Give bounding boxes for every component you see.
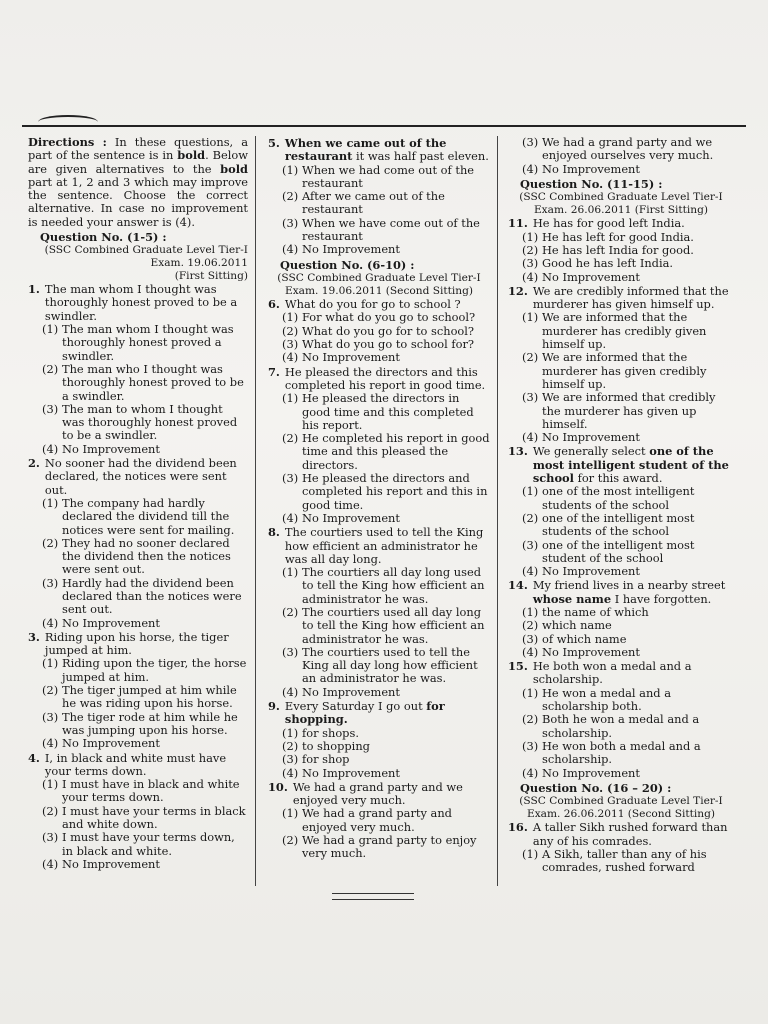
question-8 — [268, 526, 490, 566]
option-number: (2) — [282, 738, 299, 753]
directions-text: . Below are given alternatives to the — [28, 148, 249, 176]
option-number: (3) — [522, 631, 539, 646]
option-text: No Improvement — [542, 564, 640, 579]
section-heading: Question No. (6-10) : — [280, 257, 415, 272]
option-number: (4) — [42, 441, 59, 456]
option-text: one of the intelligent most students of the school — [542, 510, 695, 539]
option-text: We are informed that the murderer has given credibly himself up. — [542, 350, 707, 391]
option-number: (1) — [282, 725, 299, 740]
option-number: (1) — [522, 229, 539, 244]
question-number: 14. — [508, 578, 528, 593]
question-text — [533, 579, 734, 606]
option-number: (2) — [282, 431, 299, 446]
option-text: The man to whom I thought was thoroughly honest proved to be a swindler. — [62, 401, 238, 443]
question-10 — [268, 781, 490, 808]
option-number: (3) — [282, 644, 299, 659]
question-text: The man whom I thought was thoroughly honest proved to be a swindler. — [44, 282, 238, 323]
option-number: (1) — [522, 604, 539, 619]
question-11 — [508, 217, 734, 230]
question-1 — [28, 283, 248, 323]
question-14 — [508, 579, 734, 606]
option-number: (2) — [522, 350, 539, 365]
option-text: No Improvement — [302, 510, 400, 525]
option-number: (4) — [522, 430, 539, 445]
option — [42, 323, 248, 363]
option — [282, 472, 490, 512]
option — [282, 338, 490, 351]
bold-part: one of the most intelligent student of the school — [532, 444, 729, 486]
option-text: Both he won a medal and a scholarship. — [542, 712, 700, 740]
question-5 — [268, 137, 490, 164]
option — [522, 848, 734, 875]
option — [282, 392, 490, 432]
option — [42, 778, 248, 805]
option-text: We are informed that credibly the murderer has given up himself. — [542, 390, 716, 431]
question-6 — [268, 298, 490, 311]
option — [282, 351, 490, 364]
option — [522, 231, 734, 244]
option-number: (1) — [282, 391, 299, 406]
option-number: (4) — [282, 684, 299, 699]
option-number: (4) — [282, 242, 299, 257]
option-number: (2) — [282, 604, 299, 619]
option-number: (4) — [522, 564, 539, 579]
option — [42, 577, 248, 617]
option-text: The tiger rode at him while he was jumping upon his horse. — [62, 709, 238, 737]
option-number: (2) — [522, 510, 539, 525]
option-number: (1) — [522, 484, 539, 499]
option-text: The courtiers all day long used to tell the King how efficient an administrator he was. — [302, 565, 485, 606]
option — [42, 443, 248, 456]
option-text: I must have your terms in black and white down. — [62, 803, 246, 832]
option-text: When we had come out of the restaurant — [302, 162, 475, 190]
option — [282, 325, 490, 338]
option-text: We had a grand party and we enjoyed ourselves very much. — [542, 135, 714, 163]
option-number: (3) — [42, 830, 59, 845]
section-heading: Question No. (16 – 20) : — [520, 780, 672, 795]
option-number: (2) — [522, 242, 539, 257]
option — [522, 646, 734, 659]
option — [42, 617, 248, 630]
option-text: one of the intelligent most student of the school — [542, 537, 695, 565]
question-number: 8. — [268, 525, 280, 540]
option-text: When we have come out of the restaurant — [302, 215, 480, 244]
directions-text: In these questions, a part of the sentence is in — [28, 135, 248, 163]
question-number: 9. — [268, 699, 280, 714]
option — [42, 363, 248, 403]
option-number: (1) — [42, 656, 59, 671]
option-text: No Improvement — [542, 430, 640, 445]
option — [522, 512, 734, 539]
option — [522, 565, 734, 578]
option-text: No Improvement — [302, 350, 400, 365]
option-number: (1) — [522, 310, 539, 325]
option-text: What do you go for to school? — [302, 323, 475, 338]
option-number: (2) — [522, 618, 539, 633]
question-15 — [508, 660, 734, 687]
option-number: (2) — [282, 323, 299, 338]
option-number: (3) — [522, 135, 539, 149]
option — [522, 311, 734, 351]
question-4 — [28, 752, 248, 779]
option-number: (4) — [522, 161, 539, 176]
option-number: (4) — [282, 350, 299, 365]
question-text: He has for good left India. — [532, 216, 685, 231]
option-number: (3) — [522, 738, 539, 753]
option — [42, 737, 248, 750]
question-text — [285, 700, 490, 727]
option-text: for shop — [302, 752, 350, 767]
option — [522, 163, 734, 176]
option — [282, 740, 490, 753]
option-number: (1) — [282, 806, 299, 821]
question-10-continued — [522, 136, 734, 176]
option-text: We are informed that the murderer has credibly given himself up. — [542, 310, 707, 352]
question-number: 1. — [28, 282, 40, 297]
top-rule — [22, 125, 746, 127]
question-3 — [28, 631, 248, 658]
question-number: 2. — [28, 456, 40, 471]
option — [282, 566, 490, 606]
option-number: (2) — [522, 712, 539, 727]
option — [282, 190, 490, 217]
option — [282, 753, 490, 766]
option-text: No Improvement — [302, 765, 400, 780]
option-number: (1) — [282, 162, 299, 177]
question-text: He both won a medal and a scholarship. — [532, 659, 692, 687]
option-number: (4) — [42, 615, 59, 630]
option — [42, 711, 248, 738]
option — [522, 539, 734, 566]
option — [522, 136, 734, 163]
option — [522, 431, 734, 444]
option-text: He pleased the directors in good time and this completed his report. — [302, 391, 474, 432]
option-text: the name of which — [542, 604, 649, 619]
question-number: 6. — [268, 297, 280, 312]
option-number: (4) — [42, 856, 59, 871]
option-text: A Sikh, taller than any of his comrades, rushed forward — [542, 846, 707, 875]
option — [522, 767, 734, 780]
option — [42, 537, 248, 577]
option-number: (3) — [42, 401, 59, 416]
option-text: He has left for good India. — [542, 229, 694, 244]
option-text: No Improvement — [302, 684, 400, 699]
exam-source: (SSC Combined Graduate Level Tier-I Exam. 19.06.2011 — [44, 244, 248, 269]
bold-part: When we came out of the restaurant — [284, 136, 447, 164]
option — [282, 807, 490, 834]
option — [282, 164, 490, 191]
option-text: No Improvement — [542, 765, 640, 780]
option — [282, 606, 490, 646]
option-number: (3) — [282, 215, 299, 230]
question-number: 13. — [508, 444, 528, 459]
option-number: (3) — [522, 256, 539, 271]
question-text-start: My friend lives in a nearby street — [532, 578, 726, 593]
question-number: 15. — [508, 659, 528, 674]
option-text: After we came out of the restaurant — [302, 189, 445, 217]
question-text — [533, 445, 734, 485]
option — [522, 687, 734, 714]
option-text: No Improvement — [302, 242, 400, 257]
option-text: No Improvement — [62, 615, 160, 630]
option-number: (3) — [282, 752, 299, 767]
question-number: 10. — [268, 779, 288, 794]
option-text: He won a medal and a scholarship both. — [542, 685, 671, 714]
question-text: No sooner had the dividend been declared, the notices were sent out. — [44, 456, 237, 497]
option — [282, 767, 490, 780]
page-footer-mark — [332, 893, 414, 900]
directions-text: part at 1, 2 and 3 which may improve the sentence. Choose the correct alternative. In case no improvement is needed your answer is (4). — [28, 174, 248, 229]
option — [42, 684, 248, 711]
option — [282, 512, 490, 525]
question-number: 7. — [268, 364, 280, 379]
option — [522, 633, 734, 646]
question-text-start: We generally select — [532, 444, 650, 459]
bold-part: whose name — [532, 591, 612, 606]
option — [42, 805, 248, 832]
option — [522, 257, 734, 270]
option-number: (2) — [42, 803, 59, 818]
question-13 — [508, 445, 734, 485]
question-text-rest: it was half past eleven. — [352, 149, 489, 164]
section-heading: Question No. (11-15) : — [520, 176, 663, 191]
option — [522, 271, 734, 284]
option-text: We had a grand party to enjoy very much. — [302, 833, 477, 861]
option-number: (3) — [522, 537, 539, 552]
exam-source: (SSC Combined Graduate Level Tier-I Exam. 19.06.2011 (Second Sitting) — [277, 271, 481, 297]
option — [522, 391, 734, 431]
option-text: No Improvement — [62, 856, 160, 871]
option-number: (1) — [282, 565, 299, 580]
question-7 — [268, 366, 490, 393]
option-number: (4) — [522, 765, 539, 780]
option — [282, 686, 490, 699]
column-2 — [268, 136, 490, 861]
option-text: They had no sooner declared the dividend then the notices were sent out. — [62, 535, 231, 577]
question-number: 3. — [28, 629, 40, 644]
option-text: He completed his report in good time and this pleased the directors. — [302, 431, 490, 472]
option-text: Good he has left India. — [542, 256, 673, 271]
option — [282, 217, 490, 244]
option — [282, 432, 490, 472]
option — [522, 244, 734, 257]
option — [282, 646, 490, 686]
option-number: (3) — [282, 337, 299, 352]
directions-label: Directions : — [28, 135, 107, 149]
option-text: Hardly had the dividend been declared than the notices were sent out. — [62, 575, 242, 617]
column-1 — [28, 136, 248, 871]
option-number: (3) — [522, 390, 539, 405]
column-divider — [255, 136, 256, 886]
option — [522, 351, 734, 391]
question-9 — [268, 700, 490, 727]
option-text: I must have in black and white your terms down. — [62, 777, 240, 805]
column-divider — [497, 136, 498, 886]
option-text: for shops. — [302, 725, 359, 740]
option-text: He won both a medal and a scholarship. — [542, 738, 701, 767]
option — [42, 657, 248, 684]
question-text: A taller Sikh rushed forward than any of his comrades. — [532, 820, 728, 848]
column-3 — [508, 136, 734, 875]
option-text: For what do you go to school? — [302, 310, 476, 325]
question-text: The courtiers used to tell the King how efficient an administrator he was all day long. — [284, 525, 484, 566]
option — [42, 858, 248, 871]
option-number: (4) — [282, 510, 299, 525]
option-text: Riding upon the tiger, the horse jumped at him. — [62, 656, 247, 684]
option-text: The company had hardly declared the dividend till the notices were sent for mailing. — [62, 495, 235, 537]
option-text: What do you go to school for? — [302, 337, 475, 352]
option-text: which name — [542, 618, 612, 633]
option-text: to shopping — [302, 738, 370, 753]
option-number: (3) — [282, 471, 299, 486]
question-text: What do you for go to school ? — [284, 297, 461, 312]
option — [522, 485, 734, 512]
question-text-rest: I have forgotten. — [611, 591, 712, 606]
question-text — [285, 137, 490, 164]
question-text: We are credibly informed that the murderer has given himself up. — [532, 283, 729, 312]
option-number: (2) — [282, 189, 299, 204]
option-number: (4) — [522, 644, 539, 659]
option — [42, 403, 248, 443]
option-text: No Improvement — [62, 441, 160, 456]
question-number: 16. — [508, 820, 528, 835]
exam-source: (SSC Combined Graduate Level Tier-I Exam. 26.06.2011 (First Sitting) — [519, 191, 723, 216]
option-text: We had a grand party and enjoyed very much. — [302, 806, 452, 834]
option-text: The courtiers used all day long to tell the King how efficient an administrator he was. — [302, 604, 485, 646]
option-number: (2) — [42, 361, 59, 376]
option-number: (1) — [42, 322, 59, 337]
question-text: I, in black and white must have your terms down. — [44, 750, 227, 778]
option-text: He pleased the directors and completed his report and this in good time. — [302, 471, 488, 512]
question-number: 4. — [28, 750, 40, 765]
option-text: The tiger jumped at him while he was riding upon his horse. — [62, 683, 237, 711]
option — [42, 831, 248, 858]
option-number: (3) — [42, 575, 59, 590]
question-16 — [508, 821, 734, 848]
option-number: (1) — [282, 310, 299, 325]
option-number: (1) — [42, 777, 59, 792]
directions-bold: bold — [177, 148, 206, 163]
section-heading: Question No. (1-5) : — [40, 230, 167, 245]
directions-bold: bold — [220, 161, 249, 176]
option-text: of which name — [542, 631, 627, 646]
option-text: No Improvement — [542, 269, 640, 284]
option — [522, 606, 734, 619]
option — [282, 311, 490, 324]
option-number: (1) — [522, 846, 539, 861]
option-text: one of the most intelligent students of the school — [542, 484, 695, 512]
directions — [28, 136, 248, 229]
option-number: (2) — [42, 535, 59, 550]
option-text: The man whom I thought was thoroughly honest proved a swindler. — [62, 322, 234, 363]
question-text: We had a grand party and we enjoyed very much. — [292, 779, 463, 808]
question-2 — [28, 457, 248, 497]
option-number: (1) — [522, 685, 539, 700]
question-number: 11. — [508, 216, 528, 231]
option-text: He has left India for good. — [542, 242, 694, 257]
option-text: No Improvement — [62, 736, 160, 751]
option-text: I must have your terms down, in black and white. — [62, 830, 235, 858]
option-number: (3) — [42, 709, 59, 724]
question-text: He pleased the directors and this completed his report in good time. — [284, 364, 486, 392]
option — [522, 740, 734, 767]
option — [522, 619, 734, 632]
question-number: 5. — [268, 136, 280, 150]
question-text: Riding upon his horse, the tiger jumped at him. — [44, 629, 229, 658]
option-text: The courtiers used to tell the King all day long how efficient an administrator he was. — [302, 644, 478, 686]
question-text-rest: for this award. — [573, 471, 663, 486]
option — [522, 713, 734, 740]
option-number: (4) — [282, 765, 299, 780]
question-text-start: Every Saturday I go out — [284, 699, 427, 714]
option-number: (2) — [282, 833, 299, 848]
option — [42, 497, 248, 537]
bold-part: for shopping. — [284, 699, 445, 727]
option-text: No Improvement — [542, 161, 640, 176]
exam-source: (SSC Combined Graduate Level Tier-I Exam. 26.06.2011 (Second Sitting) — [519, 795, 723, 820]
option — [282, 834, 490, 861]
option-text: No Improvement — [542, 644, 640, 659]
question-12 — [508, 285, 734, 312]
option-number: (4) — [42, 736, 59, 751]
exam-source: (First Sitting) — [174, 269, 248, 282]
option-number: (2) — [42, 683, 59, 698]
option-number: (1) — [42, 495, 59, 510]
option — [282, 243, 490, 256]
option-number: (4) — [522, 269, 539, 284]
option-text: The man who I thought was thoroughly honest proved to be a swindler. — [62, 361, 244, 403]
option — [282, 727, 490, 740]
question-number: 12. — [508, 283, 528, 298]
